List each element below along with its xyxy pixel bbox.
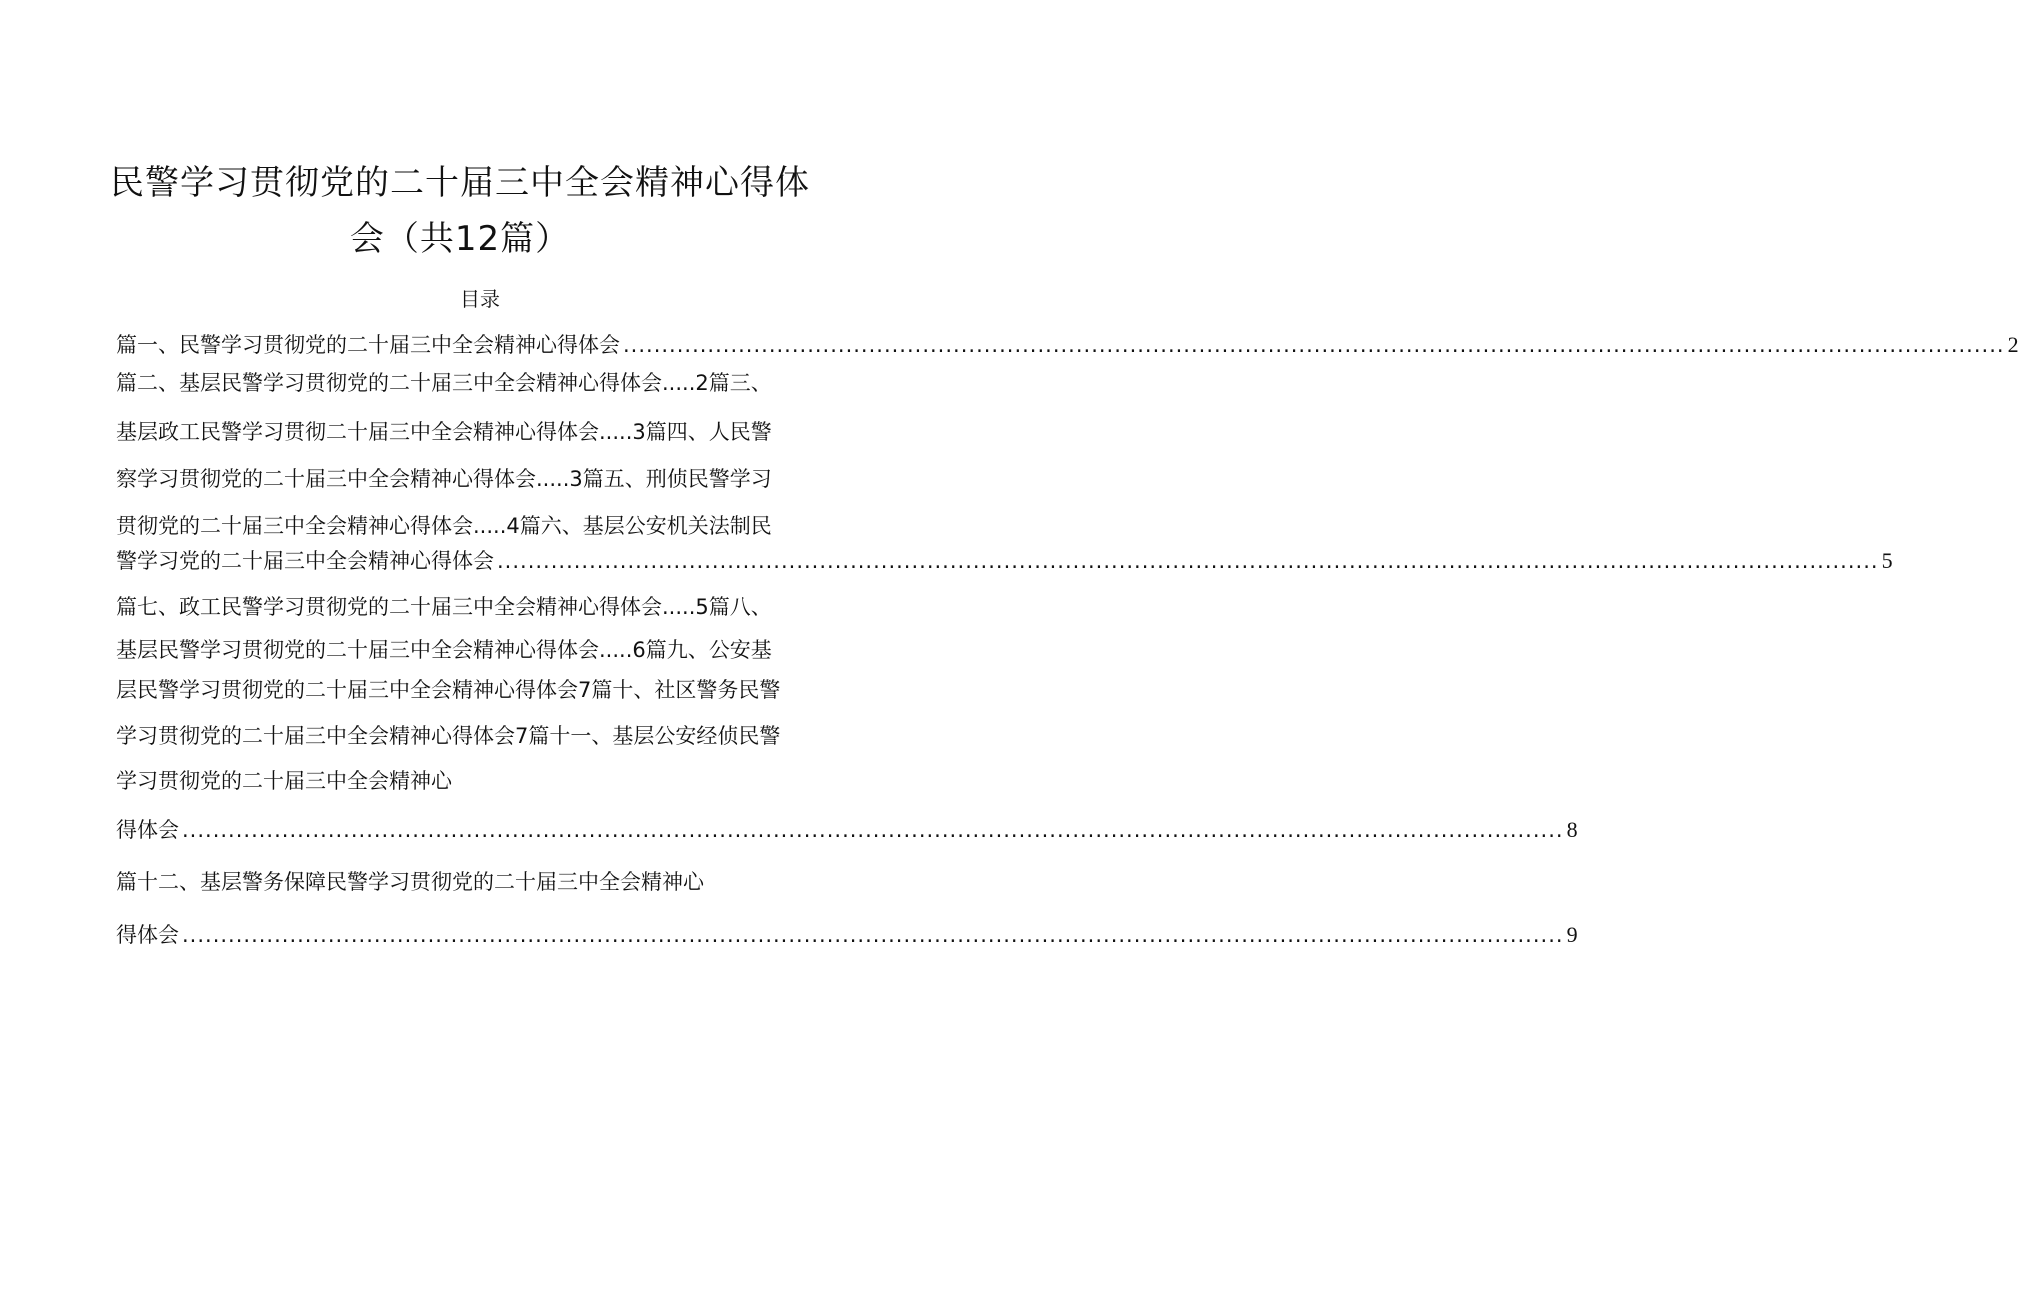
toc-entry[interactable] [116, 920, 1578, 950]
document-title-line-1: 民警学习贯彻党的二十届三中全会精神心得体 [110, 162, 810, 203]
document-title-line-2: 会（共12篇） [349, 218, 571, 259]
toc-line[interactable]: 层民警学习贯彻党的二十届三中全会精神心得体会7篇十、社区警务民警 [116, 678, 781, 702]
toc-line[interactable]: 学习贯彻党的二十届三中全会精神心 [116, 769, 452, 793]
toc-page-number: 8 [1566, 817, 1578, 842]
toc-leader-dots: .................................................................................................................................................................................... [182, 818, 1564, 842]
toc-leader-dots: .................................................................................................................................................................................... [497, 549, 1879, 573]
toc-line[interactable]: 学习贯彻党的二十届三中全会精神心得体会7篇十一、基层公安经侦民警 [116, 724, 781, 748]
toc-leader-dots: .................................................................................................................................................................................... [182, 923, 1564, 947]
toc-line[interactable]: 篇二、基层民警学习贯彻党的二十届三中全会精神心得体会.....2篇三、 [116, 371, 772, 395]
toc-entry-text: 警学习党的二十届三中全会精神心得体会 [116, 549, 494, 573]
toc-entry[interactable] [116, 546, 1893, 576]
toc-entry-text: 篇一、民警学习贯彻党的二十届三中全会精神心得体会 [116, 333, 620, 357]
toc-line[interactable]: 篇十二、基层警务保障民警学习贯彻党的二十届三中全会精神心 [116, 870, 704, 894]
toc-leader-dots: .................................................................................................................................................................................... [623, 333, 2005, 357]
toc-line[interactable]: 基层民警学习贯彻党的二十届三中全会精神心得体会.....6篇九、公安基 [116, 638, 772, 662]
toc-entry[interactable] [116, 815, 1578, 845]
toc-heading: 目录 [460, 287, 500, 311]
toc-page-number: 9 [1566, 922, 1578, 947]
document-title [110, 155, 810, 267]
toc-entry[interactable] [116, 330, 2019, 360]
toc-line[interactable]: 篇七、政工民警学习贯彻党的二十届三中全会精神心得体会.....5篇八、 [116, 595, 772, 619]
toc-page-number: 5 [1881, 548, 1893, 573]
toc-entry-text: 得体会 [116, 818, 179, 842]
toc-entry-text: 得体会 [116, 923, 179, 947]
toc-line[interactable]: 基层政工民警学习贯彻二十届三中全会精神心得体会.....3篇四、人民警 [116, 420, 772, 444]
toc-line[interactable]: 察学习贯彻党的二十届三中全会精神心得体会.....3篇五、刑侦民警学习 [116, 467, 772, 491]
toc-page-number: 2 [2007, 332, 2019, 357]
toc-line[interactable]: 贯彻党的二十届三中全会精神心得体会.....4篇六、基层公安机关法制民 [116, 514, 772, 538]
